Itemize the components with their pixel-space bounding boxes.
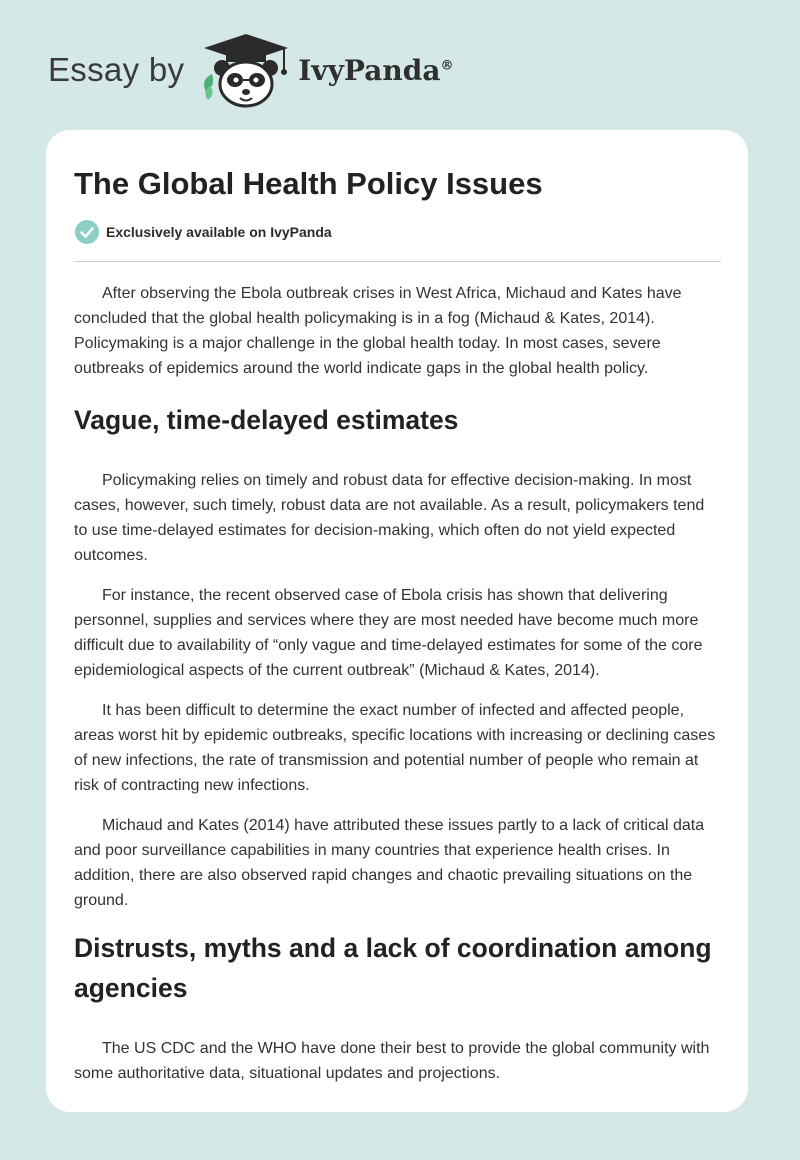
registered-mark: ® xyxy=(440,58,454,74)
paragraph: The US CDC and the WHO have done their best to provide the global community with some authoritative data, situational updates and projections. xyxy=(74,1040,710,1082)
paragraph: It has been difficult to determine the exact number of infected and affected people, areas worst hit by epidemic outbreaks, specific locations with increasing or declining cases of new infections, the rate of transmission and potential number of people who remain at risk of contracting new infections. xyxy=(74,702,716,794)
paragraph: After observing the Ebola outbreak crises in West Africa, Michaud and Kates have concluded that the global health policymaking is in a fog (Michaud & Kates, 2014). Policymaking is a major challenge in the global health today. In most cases, severe outbreaks of epidemics around the world indicate gaps in the global health policy. xyxy=(74,285,682,377)
exclusive-badge xyxy=(74,219,721,245)
title-divider xyxy=(74,261,721,262)
essay-body xyxy=(74,281,721,1086)
check-circle-icon xyxy=(74,219,100,245)
essay-card xyxy=(46,130,748,1112)
exclusive-badge-label: Exclusively available on IvyPanda xyxy=(106,224,332,240)
site-header xyxy=(48,30,453,110)
section-heading: Distrusts, myths and a lack of coordination among agencies xyxy=(74,933,712,1003)
section-heading: Vague, time-delayed estimates xyxy=(74,405,459,435)
page-title: The Global Health Policy Issues xyxy=(74,166,543,201)
brand-prefix: Essay by xyxy=(48,51,185,88)
paragraph: For instance, the recent observed case of Ebola crisis has shown that delivering personnel, supplies and services where they are most needed have become much more difficult due to availability of “only vague and time-delayed estimates for some of the core epidemiological aspects of the current outbreak” (Michaud & Kates, 2014). xyxy=(74,587,703,679)
paragraph: Michaud and Kates (2014) have attributed these issues partly to a lack of critical data and poor surveillance capabilities in many countries that experience health crises. In addition, there are also observed rapid changes and chaotic prevailing situations on the ground. xyxy=(74,817,705,909)
panda-graduate-icon[interactable] xyxy=(198,30,294,110)
brand-name-text: IvyPanda xyxy=(298,53,441,87)
brand-name[interactable] xyxy=(298,54,453,87)
paragraph: Policymaking relies on timely and robust data for effective decision-making. In most cases, however, such timely, robust data are not available. As a result, policymakers tend to use time-delayed estimates for decision-making, which often do not yield expected outcomes. xyxy=(74,472,705,564)
